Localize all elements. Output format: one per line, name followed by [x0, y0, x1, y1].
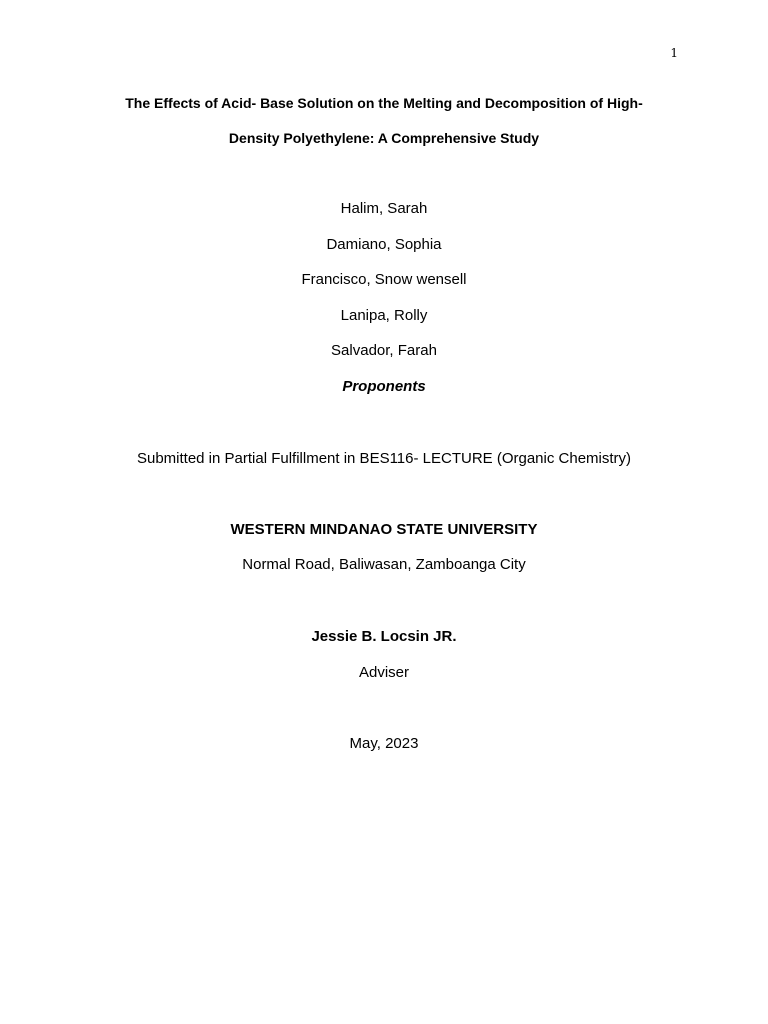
author-name: Lanipa, Rolly [340, 307, 428, 324]
author-name: Halim, Sarah [340, 200, 428, 217]
submission-date: May, 2023 [349, 735, 419, 752]
proponents-label: Proponents [342, 378, 426, 395]
author-name: Francisco, Snow wensell [301, 271, 467, 288]
title-line-2: Density Polyethylene: A Comprehensive Study [228, 130, 540, 146]
page-number: 1 [670, 46, 678, 60]
title-line-1: The Effects of Acid- Base Solution on the Melting and Decomposition of High- [125, 95, 643, 111]
university-address: Normal Road, Baliwasan, Zamboanga City [242, 556, 526, 573]
author-name: Salvador, Farah [331, 342, 437, 359]
university-name: WESTERN MINDANAO STATE UNIVERSITY [230, 521, 538, 538]
adviser-name: Jessie B. Locsin JR. [311, 628, 457, 645]
author-name: Damiano, Sophia [326, 236, 442, 253]
adviser-role: Adviser [358, 664, 410, 681]
submission-statement: Submitted in Partial Fulfillment in BES116- LECTURE (Organic Chemistry) [136, 450, 632, 467]
